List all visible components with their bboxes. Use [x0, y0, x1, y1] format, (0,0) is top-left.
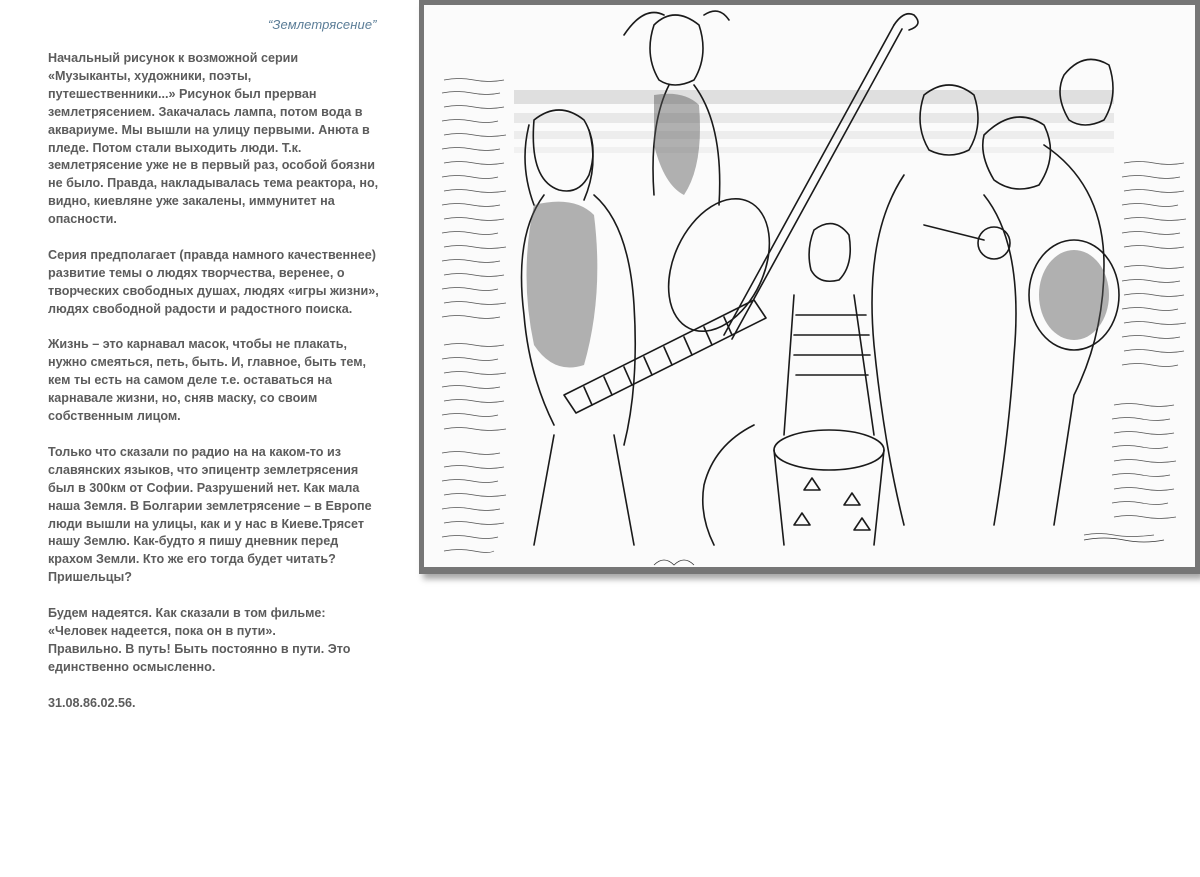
paragraph-carnival: Жизнь – это карнавал масок, чтобы не плакать, нужно смеяться, петь, быть. И, главное, быть тем, кем ты есть на самом деле т.е. оставаться на карнавале жизни, но, сняв маску, со своим собственным лицом.	[48, 337, 367, 424]
paragraph-hope: Будем надеятся. Как сказали в том фильме: «Человек надеется, пока он в пути». Правильно. В путь! Быть постоянно в пути. Это единственно осмысленно.	[48, 606, 351, 674]
artwork-drawing	[424, 5, 1195, 567]
ink-sketch-illustration	[424, 5, 1195, 567]
paragraph-series: Серия предполагает (правда намного качественнее) развитие темы о людях творчества, веренее, о творческих свободных душах, людях «игры жизни», людях свободной радости и радостного поиска.	[48, 247, 379, 316]
paragraph-radio: Только что сказали по радио на на каком-то из славянских языков, что эпицентр землетрясения был в 300км от Софии. Разрушений нет. Как мала наша Земля. В Болгарии землетрясение – в Европе люди вышли на улицы, как и у нас в Киеве.Трясет нашу Землю. Как-будто я пишу дневник перед крахом Земли. Кто же его тогда будет читать? Пришельцы?	[48, 444, 372, 585]
paragraph-intro: Начальный рисунок к возможной серии «Музыканты, художники, поэты, путешественники...» Рисунок был прерван землетрясением. Закачалась лампа, потом вода в аквариуме. Мы вышли на улицу первыми. Анюта в пледе. Потом стали выходить люди. Т.к. землетрясение уже не в первый раз, особой боязни не было. Правда, накладывалась тема реактора, но, видно, киевляне уже закалены, иммунитет на опасности.	[48, 51, 379, 227]
artwork-frame	[419, 0, 1200, 574]
text-column	[48, 50, 398, 712]
date-signature: 31.08.86.02.56.	[48, 695, 136, 710]
page-title: “Землетрясение”	[268, 17, 377, 32]
